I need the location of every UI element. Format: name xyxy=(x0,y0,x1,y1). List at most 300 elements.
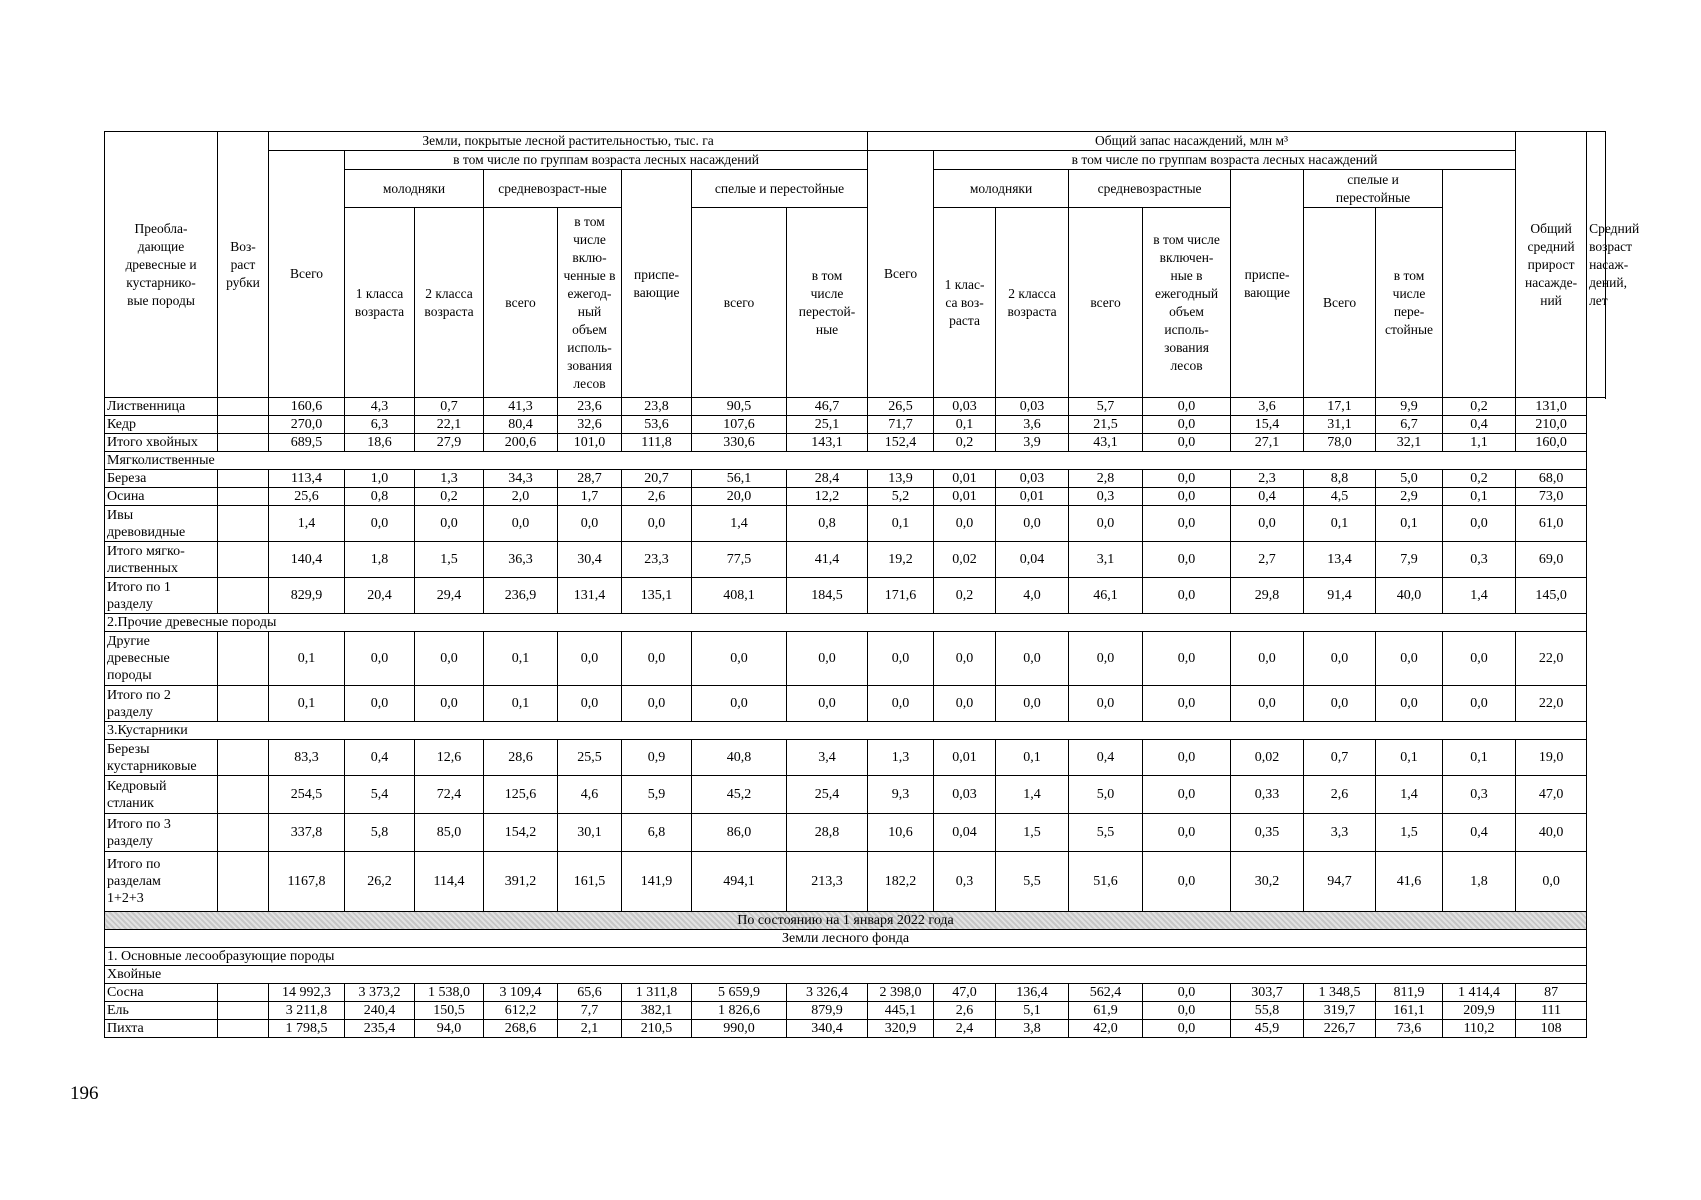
col-area-middle-all: всего xyxy=(484,208,558,398)
table-cell: 0,0 xyxy=(1443,506,1516,542)
table-cell: 9,9 xyxy=(1376,398,1443,416)
table-cell: 22,0 xyxy=(1516,632,1587,686)
row-species-name: Береза xyxy=(105,470,218,488)
table-cell: 0,0 xyxy=(415,632,484,686)
table-cell: 7,7 xyxy=(558,1002,622,1020)
table-cell: 23,8 xyxy=(622,398,692,416)
col-stock-middle: средневозрастные xyxy=(1069,170,1231,208)
table-cell: 26,5 xyxy=(868,398,934,416)
table-row xyxy=(105,416,1606,434)
table-cell: 46,7 xyxy=(787,398,868,416)
table-cell: 161,5 xyxy=(558,852,622,912)
table-cell: 0,0 xyxy=(1231,686,1304,722)
table-cell: 612,2 xyxy=(484,1002,558,1020)
table-cell: 6,8 xyxy=(622,814,692,852)
table-body-section-other xyxy=(105,614,1606,632)
table-cell xyxy=(218,542,269,578)
table-cell: 0,0 xyxy=(1143,984,1231,1002)
table-row xyxy=(105,578,1606,614)
table-cell: 56,1 xyxy=(692,470,787,488)
table-cell xyxy=(218,398,269,416)
table-cell: 0,01 xyxy=(996,488,1069,506)
table-cell: 0,0 xyxy=(415,686,484,722)
table-cell: 0,7 xyxy=(1304,740,1376,776)
table-cell: 236,9 xyxy=(484,578,558,614)
table-cell: 0,0 xyxy=(1143,814,1231,852)
table-cell: 145,0 xyxy=(1516,578,1587,614)
col-stock-young: молодняки xyxy=(934,170,1069,208)
table-cell: 0,0 xyxy=(1231,632,1304,686)
table-cell: 3,9 xyxy=(996,434,1069,452)
table-cell: 86,0 xyxy=(692,814,787,852)
table-cell: 0,03 xyxy=(934,398,996,416)
table-row xyxy=(105,542,1606,578)
table-cell: 0,04 xyxy=(996,542,1069,578)
row-species-name: Осина xyxy=(105,488,218,506)
table-cell xyxy=(218,852,269,912)
table-cell: 226,7 xyxy=(1304,1020,1376,1038)
table-cell: 0,0 xyxy=(692,632,787,686)
table-cell: 0,7 xyxy=(415,398,484,416)
table-cell: 240,4 xyxy=(345,1002,415,1020)
table-row xyxy=(105,1002,1606,1020)
table-cell: 0,0 xyxy=(1443,686,1516,722)
table-cell: 29,8 xyxy=(1231,578,1304,614)
table-cell: 0,3 xyxy=(1443,542,1516,578)
col-stock-class2: 2 класса возраста xyxy=(996,208,1069,398)
table-cell: 268,6 xyxy=(484,1020,558,1038)
table-cell: 110,2 xyxy=(1443,1020,1516,1038)
table-cell: 0,33 xyxy=(1231,776,1304,814)
table-cell: 0,0 xyxy=(1143,852,1231,912)
table-cell: 0,01 xyxy=(934,470,996,488)
table-cell: 114,4 xyxy=(415,852,484,912)
table-cell xyxy=(218,416,269,434)
section-row: Хвойные xyxy=(105,966,1587,984)
table-cell: 19,2 xyxy=(868,542,934,578)
table-cell: 22,0 xyxy=(1516,686,1587,722)
table-cell xyxy=(218,578,269,614)
table-row xyxy=(105,686,1606,722)
table-cell: 107,6 xyxy=(692,416,787,434)
row-species-name: Сосна xyxy=(105,984,218,1002)
table-cell: 143,1 xyxy=(787,434,868,452)
table-cell: 1167,8 xyxy=(269,852,345,912)
table-cell: 0,4 xyxy=(1443,416,1516,434)
table-cell: 0,0 xyxy=(868,686,934,722)
table-cell: 320,9 xyxy=(868,1020,934,1038)
table-row xyxy=(105,506,1606,542)
table-cell: 0,0 xyxy=(1143,740,1231,776)
row-species-name: Итого по 1 разделу xyxy=(105,578,218,614)
table-cell: 0,0 xyxy=(1143,434,1231,452)
table-cell: 811,9 xyxy=(1376,984,1443,1002)
table-cell: 30,4 xyxy=(558,542,622,578)
table-cell: 1,4 xyxy=(269,506,345,542)
table-cell: 28,7 xyxy=(558,470,622,488)
col-area-class2: 2 класса возраста xyxy=(415,208,484,398)
table-cell: 9,3 xyxy=(868,776,934,814)
table-cell: 1,7 xyxy=(558,488,622,506)
table-cell: 0,0 xyxy=(484,506,558,542)
col-area-total: Всего xyxy=(269,151,345,398)
col-stock-total: Всего xyxy=(868,151,934,398)
table-cell: 5,5 xyxy=(1069,814,1143,852)
row-species-name: Ель xyxy=(105,1002,218,1020)
col-stock-mature-over: в том числе пере- стойные xyxy=(1376,208,1443,398)
table-cell: 3 109,4 xyxy=(484,984,558,1002)
row-species-name: Итого хвойных xyxy=(105,434,218,452)
forest-resources-table xyxy=(104,131,1640,1038)
table-cell: 20,0 xyxy=(692,488,787,506)
table-row xyxy=(105,398,1606,416)
table-cell: 0,0 xyxy=(868,632,934,686)
table-cell: 111 xyxy=(1516,1002,1587,1020)
col-area-by-age: в том числе по группам возраста лесных насаждений xyxy=(345,151,868,170)
table-cell: 210,0 xyxy=(1516,416,1587,434)
forest-table-sheet xyxy=(104,131,1640,1038)
table-cell: 2,6 xyxy=(622,488,692,506)
table-cell: 0,0 xyxy=(1376,686,1443,722)
table-cell xyxy=(218,488,269,506)
table-cell xyxy=(218,686,269,722)
table-body-shrubs xyxy=(105,740,1606,912)
table-cell: 0,9 xyxy=(622,740,692,776)
table-cell: 0,0 xyxy=(996,506,1069,542)
table-cell xyxy=(218,984,269,1002)
table-cell: 2,1 xyxy=(558,1020,622,1038)
col-stock-class1: 1 клас- са воз- раста xyxy=(934,208,996,398)
table-cell: 0,1 xyxy=(484,632,558,686)
table-cell: 3 326,4 xyxy=(787,984,868,1002)
table-cell: 5,2 xyxy=(868,488,934,506)
table-cell: 0,0 xyxy=(692,686,787,722)
table-cell: 2,4 xyxy=(934,1020,996,1038)
table-cell: 879,9 xyxy=(787,1002,868,1020)
table-cell: 12,2 xyxy=(787,488,868,506)
table-cell: 0,03 xyxy=(934,776,996,814)
table-cell: 0,0 xyxy=(1516,852,1587,912)
table-cell: 1,8 xyxy=(345,542,415,578)
col-increment: Общий средний прирост насажде- ний xyxy=(1516,132,1587,398)
table-cell: 1,8 xyxy=(1443,852,1516,912)
table-cell: 0,1 xyxy=(996,740,1069,776)
table-cell: 319,7 xyxy=(1304,1002,1376,1020)
table-cell: 0,0 xyxy=(1069,632,1143,686)
table-cell: 5,0 xyxy=(1069,776,1143,814)
table-row xyxy=(105,740,1606,776)
table-cell: 1,3 xyxy=(868,740,934,776)
table-cell: 0,04 xyxy=(934,814,996,852)
col-stock-middle-all: всего xyxy=(1069,208,1143,398)
table-cell: 1 348,5 xyxy=(1304,984,1376,1002)
table-cell: 85,0 xyxy=(415,814,484,852)
table-cell: 408,1 xyxy=(692,578,787,614)
table-cell: 31,1 xyxy=(1304,416,1376,434)
table-cell: 0,2 xyxy=(1443,398,1516,416)
table-cell: 0,0 xyxy=(1376,632,1443,686)
table-cell: 45,2 xyxy=(692,776,787,814)
table-cell: 5,1 xyxy=(996,1002,1069,1020)
col-area-mature: спелые и перестойные xyxy=(692,170,868,208)
table-cell: 160,0 xyxy=(1516,434,1587,452)
table-cell: 2,6 xyxy=(1304,776,1376,814)
table-cell: 101,0 xyxy=(558,434,622,452)
table-cell: 1 798,5 xyxy=(269,1020,345,1038)
table-cell: 213,3 xyxy=(787,852,868,912)
section-row: 3.Кустарники xyxy=(105,722,1587,740)
table-cell xyxy=(218,470,269,488)
table-cell: 0,0 xyxy=(996,632,1069,686)
table-cell: 45,9 xyxy=(1231,1020,1304,1038)
table-cell: 382,1 xyxy=(622,1002,692,1020)
table-cell: 23,3 xyxy=(622,542,692,578)
table-cell: 21,5 xyxy=(1069,416,1143,434)
table-cell: 0,0 xyxy=(934,686,996,722)
col-stock-middle-incl: в том числе включен- ные в ежегодный объем исполь- зования лесов xyxy=(1143,208,1231,398)
table-cell: 990,0 xyxy=(692,1020,787,1038)
table-cell: 125,6 xyxy=(484,776,558,814)
table-cell: 200,6 xyxy=(484,434,558,452)
col-area-mature-all: всего xyxy=(692,208,787,398)
table-cell: 330,6 xyxy=(692,434,787,452)
table-cell: 689,5 xyxy=(269,434,345,452)
table-cell: 28,4 xyxy=(787,470,868,488)
table-cell: 235,4 xyxy=(345,1020,415,1038)
table-cell: 4,6 xyxy=(558,776,622,814)
table-cell: 140,4 xyxy=(269,542,345,578)
table-cell: 152,4 xyxy=(868,434,934,452)
table-cell: 1 414,4 xyxy=(1443,984,1516,1002)
table-cell: 4,5 xyxy=(1304,488,1376,506)
table-cell: 3,6 xyxy=(1231,398,1304,416)
table-cell: 47,0 xyxy=(934,984,996,1002)
table-body-date-band xyxy=(105,912,1606,984)
table-cell: 0,02 xyxy=(934,542,996,578)
row-species-name: Пихта xyxy=(105,1020,218,1038)
table-cell: 0,01 xyxy=(934,740,996,776)
table-cell: 34,3 xyxy=(484,470,558,488)
row-species-name: Кедр xyxy=(105,416,218,434)
table-cell: 1,5 xyxy=(996,814,1069,852)
table-cell: 40,0 xyxy=(1376,578,1443,614)
table-cell: 41,6 xyxy=(1376,852,1443,912)
table-cell: 0,1 xyxy=(484,686,558,722)
table-cell: 0,0 xyxy=(622,686,692,722)
table-body-other xyxy=(105,632,1606,722)
row-species-name: Кедровый стланик xyxy=(105,776,218,814)
table-cell: 270,0 xyxy=(269,416,345,434)
table-cell: 40,8 xyxy=(692,740,787,776)
col-species: Преобла- дающие древесные и кустарнико- вые породы xyxy=(105,132,218,398)
row-species-name: Итого мягко- лиственных xyxy=(105,542,218,578)
table-cell: 0,2 xyxy=(934,578,996,614)
table-cell: 0,0 xyxy=(1143,542,1231,578)
table-cell: 8,8 xyxy=(1304,470,1376,488)
table-cell: 0,4 xyxy=(1231,488,1304,506)
table-cell: 53,6 xyxy=(622,416,692,434)
table-cell: 0,0 xyxy=(415,506,484,542)
table-cell: 171,6 xyxy=(868,578,934,614)
table-cell: 51,6 xyxy=(1069,852,1143,912)
table-body-section-soft xyxy=(105,452,1606,470)
table-cell: 61,0 xyxy=(1516,506,1587,542)
table-cell: 71,7 xyxy=(868,416,934,434)
table-cell: 0,2 xyxy=(1443,470,1516,488)
table-cell: 209,9 xyxy=(1443,1002,1516,1020)
table-cell: 61,9 xyxy=(1069,1002,1143,1020)
col-stock-mature-all: Всего xyxy=(1304,208,1376,398)
col-stock-mature: спелые и перестойные xyxy=(1304,170,1443,208)
table-cell: 17,1 xyxy=(1304,398,1376,416)
table-cell: 161,1 xyxy=(1376,1002,1443,1020)
table-cell: 25,6 xyxy=(269,488,345,506)
table-cell: 210,5 xyxy=(622,1020,692,1038)
table-cell: 40,0 xyxy=(1516,814,1587,852)
table-cell: 20,7 xyxy=(622,470,692,488)
table-row xyxy=(105,776,1606,814)
table-cell xyxy=(218,814,269,852)
table-row xyxy=(105,470,1606,488)
table-cell: 1,5 xyxy=(1376,814,1443,852)
table-cell: 337,8 xyxy=(269,814,345,852)
col-age-cut: Воз- раст рубки xyxy=(218,132,269,398)
table-cell: 46,1 xyxy=(1069,578,1143,614)
table-cell: 3,8 xyxy=(996,1020,1069,1038)
table-cell: 0,01 xyxy=(934,488,996,506)
table-cell: 25,5 xyxy=(558,740,622,776)
table-row xyxy=(105,1020,1606,1038)
table-cell: 13,4 xyxy=(1304,542,1376,578)
table-cell: 1,4 xyxy=(1376,776,1443,814)
table-cell: 340,4 xyxy=(787,1020,868,1038)
table-cell: 3,3 xyxy=(1304,814,1376,852)
table-cell: 2,8 xyxy=(1069,470,1143,488)
table-cell: 78,0 xyxy=(1304,434,1376,452)
table-cell: 0,0 xyxy=(1143,1002,1231,1020)
table-cell: 108 xyxy=(1516,1020,1587,1038)
col-area-middle-incl: в том числе вклю- ченные в ежегод- ный объем исполь- зования лесов xyxy=(558,208,622,398)
table-cell: 2,7 xyxy=(1231,542,1304,578)
table-cell: 2,0 xyxy=(484,488,558,506)
table-cell: 131,4 xyxy=(558,578,622,614)
table-cell: 0,0 xyxy=(1143,632,1231,686)
table-cell: 0,0 xyxy=(1304,686,1376,722)
table-cell: 0,1 xyxy=(1304,506,1376,542)
row-species-name: Другие древесные породы xyxy=(105,632,218,686)
table-cell: 18,6 xyxy=(345,434,415,452)
table-cell: 12,6 xyxy=(415,740,484,776)
table-cell: 3,1 xyxy=(1069,542,1143,578)
table-cell: 91,4 xyxy=(1304,578,1376,614)
table-cell: 5 659,9 xyxy=(692,984,787,1002)
table-cell: 1,5 xyxy=(415,542,484,578)
table-cell: 32,1 xyxy=(1376,434,1443,452)
table-body-softwood xyxy=(105,470,1606,614)
table-cell: 94,7 xyxy=(1304,852,1376,912)
table-cell: 0,1 xyxy=(1376,506,1443,542)
col-area-young: молодняки xyxy=(345,170,484,208)
table-cell xyxy=(218,506,269,542)
table-cell: 42,0 xyxy=(1069,1020,1143,1038)
table-cell: 69,0 xyxy=(1516,542,1587,578)
table-cell: 1 826,6 xyxy=(692,1002,787,1020)
table-cell: 83,3 xyxy=(269,740,345,776)
table-cell: 1,3 xyxy=(415,470,484,488)
table-cell: 0,4 xyxy=(1069,740,1143,776)
row-species-name: Итого по 2 разделу xyxy=(105,686,218,722)
table-cell: 0,0 xyxy=(1143,416,1231,434)
table-cell: 0,0 xyxy=(1304,632,1376,686)
table-cell: 141,9 xyxy=(622,852,692,912)
table-cell: 0,0 xyxy=(1143,686,1231,722)
table-cell: 3 211,8 xyxy=(269,1002,345,1020)
table-cell: 160,6 xyxy=(269,398,345,416)
table-cell: 494,1 xyxy=(692,852,787,912)
table-cell: 111,8 xyxy=(622,434,692,452)
table-cell: 2,3 xyxy=(1231,470,1304,488)
table-cell: 0,0 xyxy=(345,506,415,542)
table-cell: 0,0 xyxy=(1143,488,1231,506)
table-cell: 303,7 xyxy=(1231,984,1304,1002)
table-cell: 0,8 xyxy=(345,488,415,506)
table-row xyxy=(105,814,1606,852)
table-cell: 1,4 xyxy=(1443,578,1516,614)
table-cell: 73,0 xyxy=(1516,488,1587,506)
table-cell: 0,03 xyxy=(996,470,1069,488)
table-cell: 0,03 xyxy=(996,398,1069,416)
table-cell: 0,1 xyxy=(1376,740,1443,776)
table-cell: 65,6 xyxy=(558,984,622,1002)
table-cell: 0,0 xyxy=(1143,470,1231,488)
table-cell: 6,7 xyxy=(1376,416,1443,434)
table-cell: 0,0 xyxy=(558,506,622,542)
table-cell: 1 311,8 xyxy=(622,984,692,1002)
table-body-conifers xyxy=(105,398,1606,452)
table-cell: 0,3 xyxy=(1069,488,1143,506)
table-cell: 0,1 xyxy=(269,632,345,686)
table-cell: 829,9 xyxy=(269,578,345,614)
row-species-name: Итого по 3 разделу xyxy=(105,814,218,852)
table-cell: 23,6 xyxy=(558,398,622,416)
table-cell: 7,9 xyxy=(1376,542,1443,578)
table-cell: 87 xyxy=(1516,984,1587,1002)
row-species-name: Лиственница xyxy=(105,398,218,416)
table-cell xyxy=(218,632,269,686)
table-cell: 1,1 xyxy=(1443,434,1516,452)
table-cell: 562,4 xyxy=(1069,984,1143,1002)
table-cell: 25,4 xyxy=(787,776,868,814)
table-cell: 4,3 xyxy=(345,398,415,416)
table-cell: 0,0 xyxy=(558,686,622,722)
table-cell: 5,0 xyxy=(1376,470,1443,488)
table-cell: 0,0 xyxy=(787,686,868,722)
table-cell: 0,4 xyxy=(345,740,415,776)
table-cell: 27,9 xyxy=(415,434,484,452)
table-body-2022 xyxy=(105,984,1606,1038)
table-cell: 0,1 xyxy=(1443,740,1516,776)
table-cell: 73,6 xyxy=(1376,1020,1443,1038)
table-cell: 90,5 xyxy=(692,398,787,416)
table-cell: 30,2 xyxy=(1231,852,1304,912)
fund-heading: Земли лесного фонда xyxy=(105,930,1587,948)
table-cell: 77,5 xyxy=(692,542,787,578)
table-cell: 2,9 xyxy=(1376,488,1443,506)
table-cell: 0,1 xyxy=(934,416,996,434)
table-cell: 0,1 xyxy=(868,506,934,542)
col-area-class1: 1 класса возраста xyxy=(345,208,415,398)
table-cell: 41,3 xyxy=(484,398,558,416)
